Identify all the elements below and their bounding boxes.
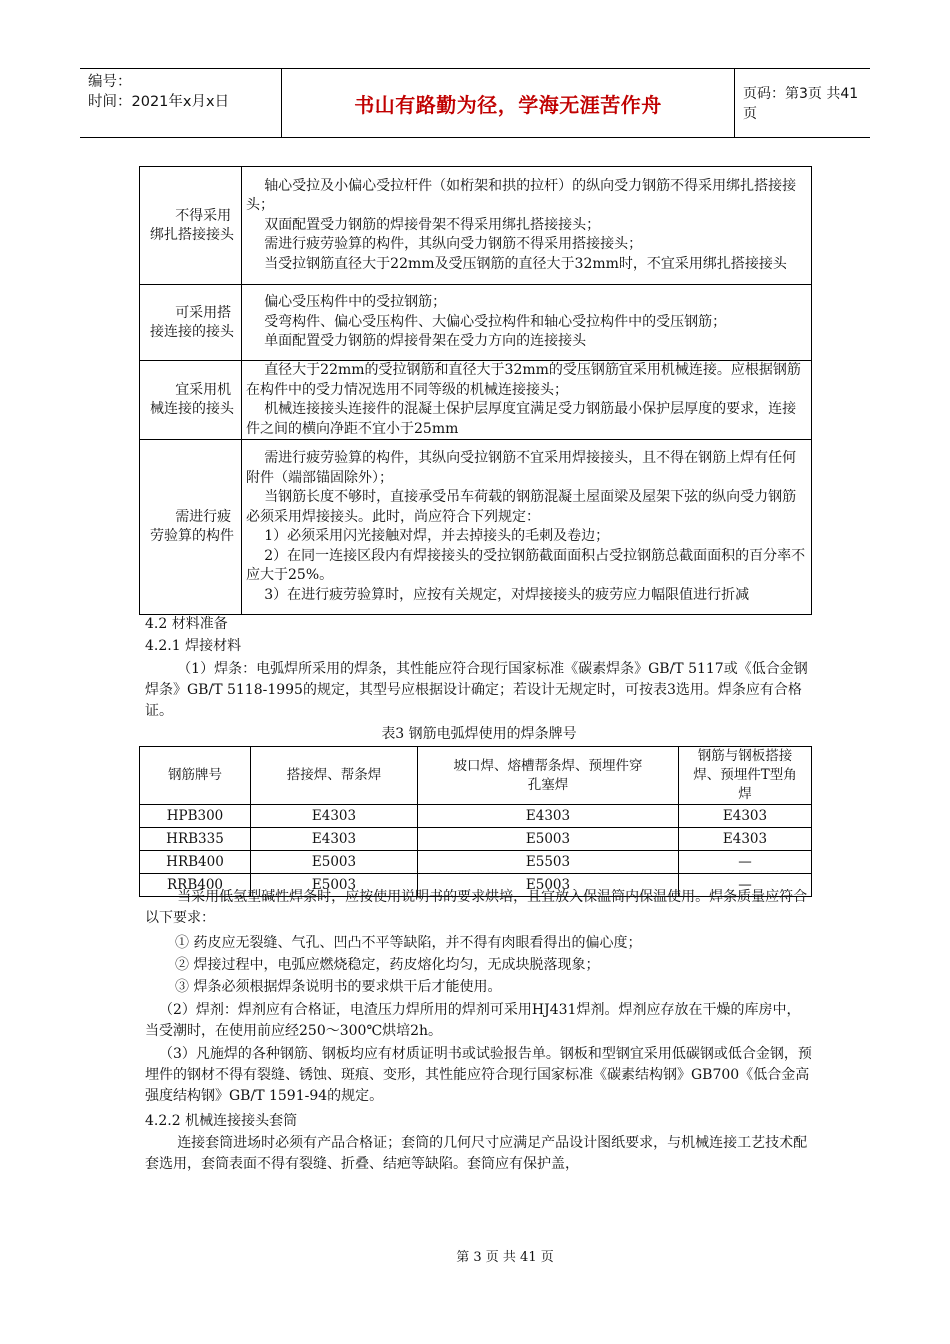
column-header: 搭接焊、帮条焊 xyxy=(251,747,418,805)
table-cell: E5003 xyxy=(251,874,418,897)
list-item: ② 焊接过程中，电弧应燃烧稳定，药皮熔化均匀，无成块脱落现象； xyxy=(175,957,600,973)
table-cell: — xyxy=(679,851,812,874)
table-row xyxy=(140,167,812,285)
column-header: 坡口焊、熔槽帮条焊、预埋件穿孔塞焊 xyxy=(418,747,679,805)
section-heading: 4.2.1 焊接材料 xyxy=(145,638,242,654)
list-item: ③ 焊条必须根据焊条说明书的要求烘干后才能使用。 xyxy=(175,979,502,995)
header-motto: 书山有路勤为径，学海无涯苦作舟 xyxy=(282,69,735,137)
table-cell: E4303 xyxy=(251,805,418,828)
table-cell: E4303 xyxy=(679,828,812,851)
paragraph: （1）焊条：电弧焊所采用的焊条，其性能应符合现行国家标准《碳素焊条》GB/T 5117或《低合金钢焊条》GB/T 5118-1995的规定，其型号应根据设计确定；若设计无规定时，可按表3选用。焊条应有合格证。 xyxy=(145,661,808,719)
row-label: 需进行疲劳验算的构件 xyxy=(140,440,242,615)
page-header xyxy=(80,68,870,138)
list-item: ① 药皮应无裂缝、气孔、凹凸不平等缺陷，并不得有肉眼看得出的偏心度； xyxy=(175,935,642,951)
table-cell: E4303 xyxy=(251,828,418,851)
table-cell: HRB335 xyxy=(140,828,251,851)
table-cell: E4303 xyxy=(418,805,679,828)
table-cell: — xyxy=(679,874,812,897)
joint-rules-table xyxy=(139,166,812,615)
table-row xyxy=(140,361,812,440)
number-label: 编号： xyxy=(88,74,132,90)
paragraph: （3）凡施焊的各种钢筋、钢板均应有材质证明书或试验报告单。钢板和型钢宜采用低碳钢或低合金钢，预埋件的钢材不得有裂缝、锈蚀、斑痕、变形，其性能应符合现行国家标准《碳素结构钢》GB700《低合金高强度结构钢》GB/T 1591-94的规定。 xyxy=(145,1046,812,1104)
table-row xyxy=(140,285,812,361)
time-label: 时间：2021年x月x日 xyxy=(88,94,230,110)
paragraph: 当采用低氢型碱性焊条时，应按使用说明书的要求烘培，且宜放入保温筒内保温使用。焊条质量应符合以下要求： xyxy=(145,889,808,926)
table-row xyxy=(140,805,812,828)
header-page-label: 页码：第3页 共41页 xyxy=(743,86,859,122)
table-row xyxy=(140,828,812,851)
row-content: 需进行疲劳验算的构件，其纵向受拉钢筋不宜采用焊接接头，且不得在钢筋上焊有任何附件（端部锚固除外）； 当钢筋长度不够时，直接承受吊车荷载的钢筋混凝土屋面梁及屋架下弦的纵向受力钢筋必须采用焊接接头。此时，尚应符合下列规定： 1）必须采用闪光接触对焊，并去掉接头的毛刺及卷边； 2）在同一连接区段内有焊接接头的受拉钢筋截面面积占受拉钢筋总截面面积的百分率不应大于25%。 3）在进行疲劳验算时，应按有关规定，对焊接接头的疲劳应力幅限值进行折减 xyxy=(242,440,812,615)
table-caption: 表3 钢筋电弧焊使用的焊条牌号 xyxy=(381,726,577,742)
table-cell: E5503 xyxy=(418,851,679,874)
row-content: 轴心受拉及小偏心受拉杆件（如桁架和拱的拉杆）的纵向受力钢筋不得采用绑扎搭接接头； 双面配置受力钢筋的焊接骨架不得采用绑扎搭接接头； 需进行疲劳验算的构件，其纵向受力钢筋不得采用搭接接头； 当受拉钢筋直径大于22mm及受压钢筋的直径大于32mm时，不宜采用绑扎搭接接头 xyxy=(242,167,812,285)
column-header: 钢筋与钢板搭接焊、预埋件T型角焊 xyxy=(679,747,812,805)
table-cell: E4303 xyxy=(679,805,812,828)
table-cell: E5003 xyxy=(418,874,679,897)
section-heading: 4.2.2 机械连接接头套筒 xyxy=(145,1113,298,1129)
electrode-table xyxy=(139,746,812,897)
row-content: 直径大于22mm的受拉钢筋和直径大于32mm的受压钢筋宜采用机械连接。应根据钢筋在构件中的受力情况选用不同等级的机械连接接头； 机械连接接头连接件的混凝土保护层厚度宜满足受力钢筋最小保护层厚度的要求，连接件之间的横向净距不宜小于25mm xyxy=(242,361,812,440)
row-label: 不得采用绑扎搭接接头 xyxy=(140,167,242,285)
table-cell: E5003 xyxy=(251,851,418,874)
header-meta xyxy=(80,69,282,137)
table-cell: RRB400 xyxy=(140,874,251,897)
table-header-row xyxy=(140,747,812,805)
section-heading: 4.2 材料准备 xyxy=(145,616,228,632)
row-label: 宜采用机械连接的接头 xyxy=(140,361,242,440)
paragraph: 连接套筒进场时必须有产品合格证；套筒的几何尺寸应满足产品设计图纸要求，与机械连接工艺技术配套选用，套筒表面不得有裂缝、折叠、结疤等缺陷。套筒应有保护盖， xyxy=(145,1135,808,1172)
page-footer: 第 3 页 共 41 页 xyxy=(456,1250,554,1265)
table-row xyxy=(140,851,812,874)
table-cell: HRB400 xyxy=(140,851,251,874)
table-cell: E5003 xyxy=(418,828,679,851)
table-row xyxy=(140,440,812,615)
column-header: 钢筋牌号 xyxy=(140,747,251,805)
row-label: 可采用搭接连接的接头 xyxy=(140,285,242,361)
table-cell: HPB300 xyxy=(140,805,251,828)
paragraph: （2）焊剂：焊剂应有合格证，电渣压力焊所用的焊剂可采用HJ431焊剂。焊剂应存放在干燥的库房中，当受潮时，在使用前应经250～300℃烘培2h。 xyxy=(145,1002,801,1039)
row-content: 偏心受压构件中的受拉钢筋； 受弯构件、偏心受压构件、大偏心受拉构件和轴心受拉构件中的受压钢筋； 单面配置受力钢筋的焊接骨架在受力方向的连接接头 xyxy=(242,285,812,361)
